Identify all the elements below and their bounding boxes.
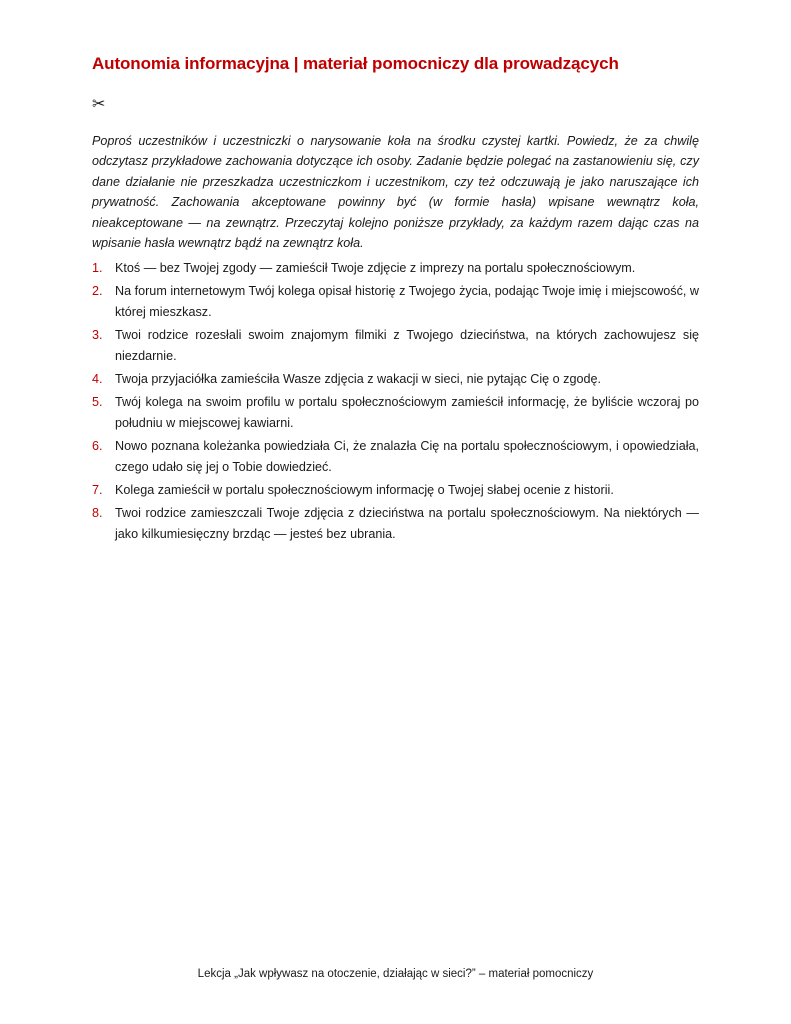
list-item-number: 8. [92,506,103,521]
list-item-number: 6. [92,439,103,454]
list-item-text: Kolega zamieścił w portalu społecznościowym informację o Twojej słabej ocenie z historii. [115,483,614,498]
list-item-text: Twoi rodzice zamieszczali Twoje zdjęcia z dzieciństwa na portalu społecznościowym. Na niektórych — jako kilkumiesięczny brzdąc — jesteś bez ubrania. [115,506,699,541]
list-item-text: Ktoś — bez Twojej zgody — zamieścił Twoje zdjęcie z imprezy na portalu społecznościowym. [115,261,636,275]
list-item [92,281,699,322]
list-item-number: 3. [92,328,103,343]
list-item [92,480,699,500]
footer-text: Lekcja „Jak wpływasz na otoczenie, działając w sieci?” – materiał pomocniczy [197,968,594,980]
list-item [92,503,699,544]
intro-paragraph: Poproś uczestników i uczestniczki o narysowanie koła na środku czystej kartki. Powiedz, że za chwilę odczytasz przykładowe zachowania dotyczące ich osoby. Zadanie będzie polegać na zastanowieniu się, czy dane działanie nie przeszkadza uczestniczkom i uczestnikom, czy też odczuwają je jako naruszające ich prywatność. Zachowania akceptowane powinny być (w formie hasła) wpisane wewnątrz koła, nieakceptowane — na zewnątrz. Przeczytaj kolejno poniższe przykłady, za każdym razem dając czas na wpisanie hasła wewnątrz bądź na zewnątrz koła. [92,134,699,251]
example-list [92,258,699,547]
list-item-number: 1. [92,261,103,275]
list-item-text: Twoi rodzice rozesłali swoim znajomym filmiki z Twojego dzieciństwa, na których zachowujesz się niezdarnie. [115,328,699,363]
list-item [92,436,699,477]
list-item-text: Twoja przyjaciółka zamieściła Wasze zdjęcia z wakacji w sieci, nie pytając Cię o zgodę. [115,372,601,387]
list-item [92,325,699,366]
list-item-number: 7. [92,483,103,498]
scissors-icon: ✂ [92,96,106,113]
page-title: Autonomia informacyjna | materiał pomocniczy dla prowadzących [92,54,619,73]
list-item-text: Na forum internetowym Twój kolega opisał historię z Twojego życia, podając Twoje imię i miejscowość, w której mieszkasz. [115,284,699,319]
list-item [92,258,699,278]
list-item-number: 4. [92,372,103,387]
list-item-text: Twój kolega na swoim profilu w portalu społecznościowym zamieścił informację, że byliście wczoraj po południu w miejscowej kawiarni. [115,395,699,430]
page-footer [0,968,791,980]
list-item-text: Nowo poznana koleżanka powiedziała Ci, że znalazła Cię na portalu społecznościowym, i opowiedziała, czego udało się jej o Tobie dowiedzieć. [115,439,699,474]
list-item-number: 5. [92,395,103,410]
list-item [92,392,699,433]
list-item [92,369,699,389]
list-item-number: 2. [92,284,103,299]
